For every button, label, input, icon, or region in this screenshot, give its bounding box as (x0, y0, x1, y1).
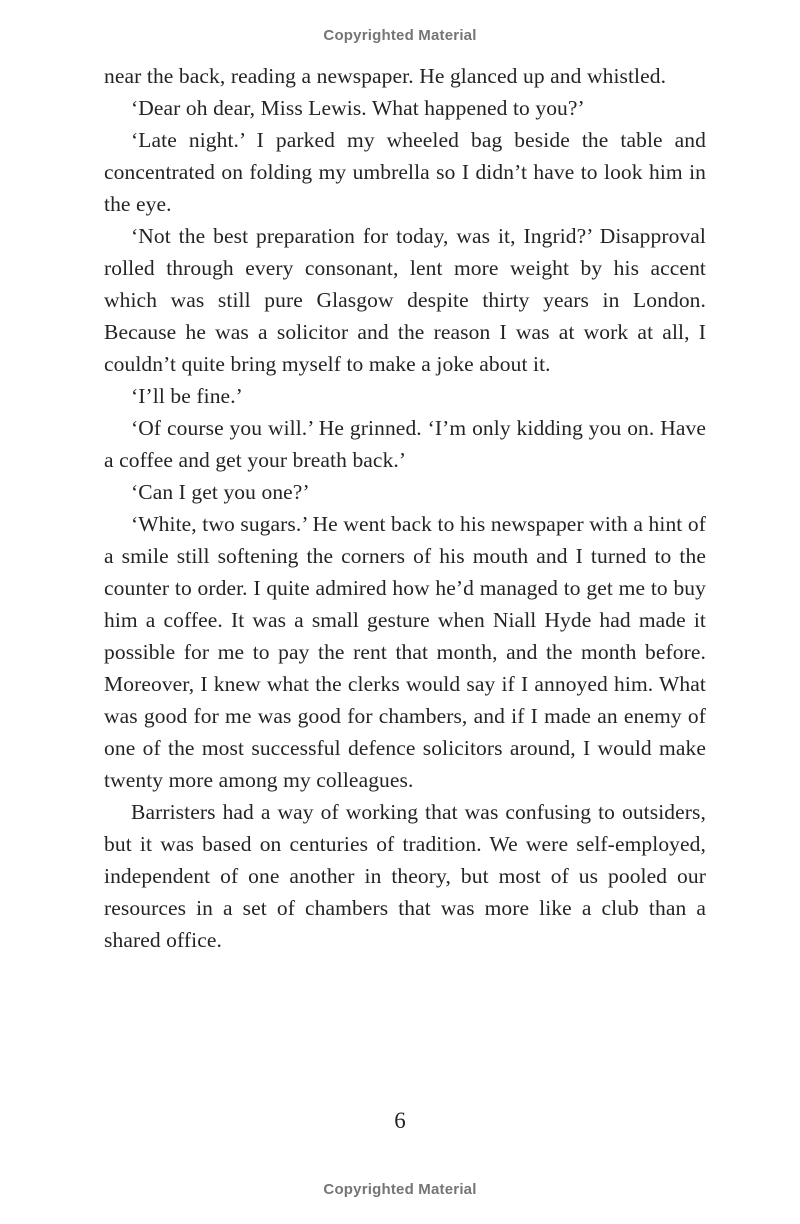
page-body-text (104, 60, 706, 956)
paragraph: Barristers had a way of working that was confusing to outsiders, but it was based on centuries of tradition. We were self-employed, independent of one another in theory, but most of us pooled our resources in a set of chambers that was more like a club than a shared office. (104, 800, 706, 952)
paragraph: ‘Dear oh dear, Miss Lewis. What happened to you?’ (131, 96, 585, 120)
paragraph: near the back, reading a newspaper. He glanced up and whistled. (104, 64, 667, 88)
copyright-notice-top: Copyrighted Material (323, 27, 477, 44)
paragraph: ‘Can I get you one?’ (131, 480, 310, 504)
paragraph: ‘I’ll be fine.’ (131, 384, 243, 408)
copyright-notice-bottom: Copyrighted Material (323, 1181, 477, 1198)
paragraph: ‘Of course you will.’ He grinned. ‘I’m only kidding you on. Have a coffee and get your breath back.’ (104, 416, 706, 472)
page-number: 6 (394, 1108, 406, 1133)
paragraph: ‘White, two sugars.’ He went back to his newspaper with a hint of a smile still softening the corners of his mouth and I turned to the counter to order. I quite admired how he’d managed to get me to buy him a coffee. It was a small gesture when Niall Hyde had made it possible for me to pay the rent that month, and the month before. Moreover, I knew what the clerks would say if I annoyed him. What was good for me was good for chambers, and if I made an enemy of one of the most successful defence solicitors around, I would make twenty more among my colleagues. (104, 512, 706, 792)
paragraph: ‘Late night.’ I parked my wheeled bag beside the table and concentrated on folding my umbrella so I didn’t have to look him in the eye. (104, 128, 706, 216)
paragraph: ‘Not the best preparation for today, was it, Ingrid?’ Disapproval rolled through every consonant, lent more weight by his accent which was still pure Glasgow despite thirty years in London. Because he was a solicitor and the reason I was at work at all, I couldn’t quite bring myself to make a joke about it. (104, 224, 706, 376)
